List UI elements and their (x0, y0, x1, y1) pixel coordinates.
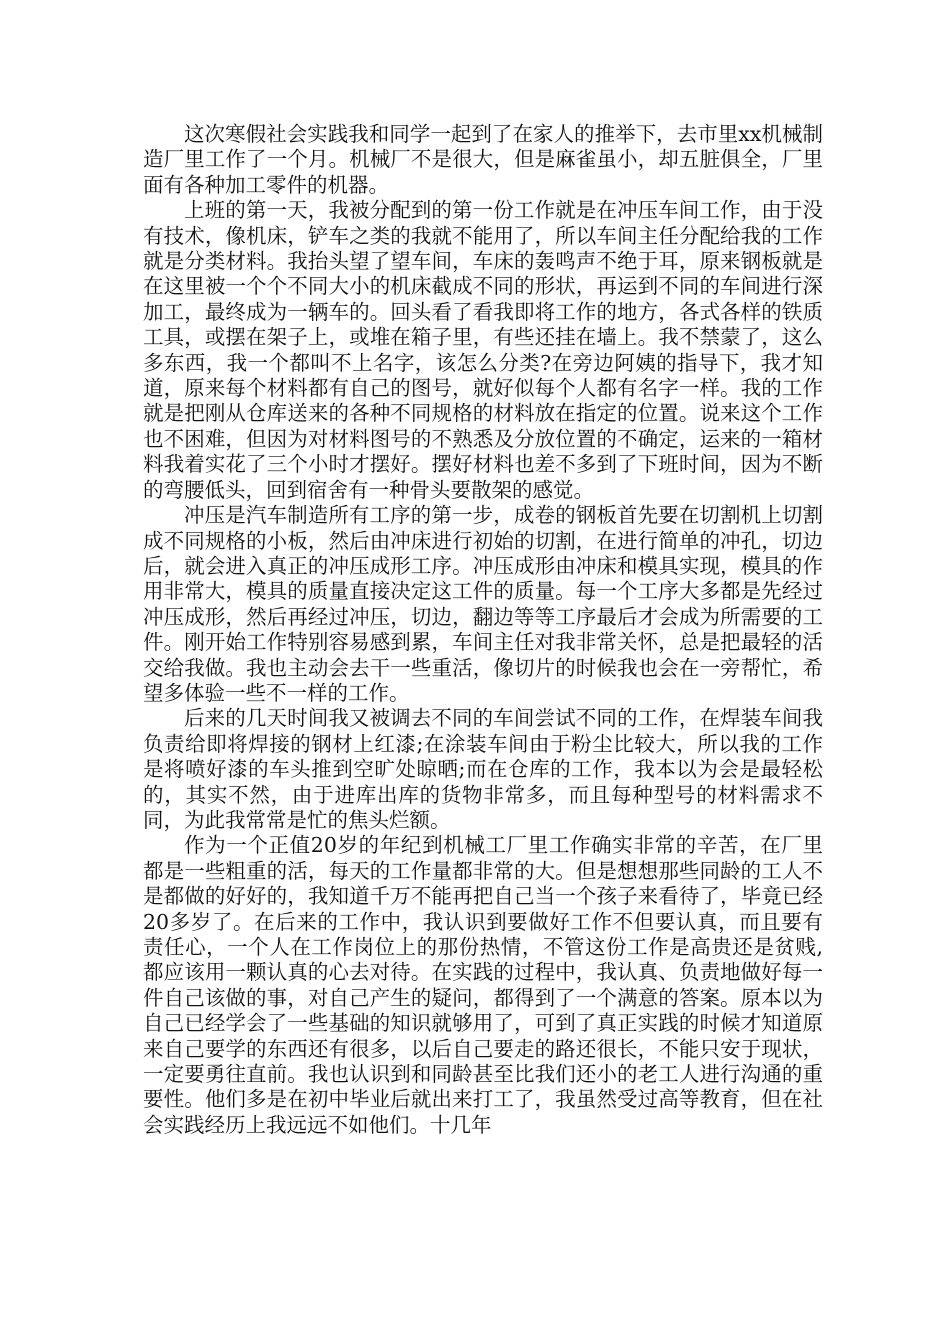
paragraph-4: 后来的几天时间我又被调去不同的车间尝试不同的工作，在焊装车间我负责给即将焊接的钢材上红漆;在涂装车间由于粉尘比较大，所以我的工作是将喷好漆的车头推到空旷处晾晒;而在仓库的工作，我本以为会是最轻松的，其实不然，由于进库出库的货物非常多，而且每种型号的材料需求不同，为此我常常是忙的焦头烂额。 (143, 706, 823, 832)
paragraph-3: 冲压是汽车制造所有工序的第一步，成卷的钢板首先要在切割机上切割成不同规格的小板，然后由冲床进行初始的切割，在进行简单的冲孔，切边后，就会进入真正的冲压成形工序。冲压成形由冲床和模具实现，模具的作用非常大，模具的质量直接决定这工件的质量。每一个工序大多都是先经过冲压成形，然后再经过冲压，切边，翻边等等工序最后才会成为所需要的工件。刚开始工作特别容易感到累，车间主任对我非常关怀，总是把最轻的活交给我做。我也主动会去干一些重活，像切片的时候我也会在一旁帮忙，希望多体验一些不一样的工作。 (143, 503, 823, 705)
paragraph-1: 这次寒假社会实践我和同学一起到了在家人的推举下，去市里xx机械制造厂里工作了一个月。机械厂不是很大，但是麻雀虽小，却五脏俱全，厂里面有各种加工零件的机器。 (143, 122, 823, 197)
paragraph-5: 作为一个正值20岁的年纪到机械工厂里工作确实非常的辛苦，在厂里都是一些粗重的活，每天的工作量都非常的大。但是想想那些同龄的工人不是都做的好好的，我知道千万不能再把自己当一个孩子来看待了，毕竟已经20多岁了。在后来的工作中，我认识到要做好工作不但要认真，而且要有责任心，一个人在工作岗位上的那份热情，不管这份工作是高贵还是贫贱,都应该用一颗认真的心去对待。在实践的过程中，我认真、负责地做好每一件自己该做的事，对自己产生的疑问，都得到了一个满意的答案。原本以为自己已经学会了一些基础的知识就够用了，可到了真正实践的时候才知道原来自己要学的东西还有很多，以后自己要走的路还很长，不能只安于现状，一定要勇往直前。我也认识到和同龄甚至比我们还小的老工人进行沟通的重要性。他们多是在初中毕业后就出来打工了，我虽然受过高等教育，但在社会实践经历上我远远不如他们。十几年 (143, 833, 823, 1137)
document-body (143, 122, 823, 1138)
paragraph-2: 上班的第一天，我被分配到的第一份工作就是在冲压车间工作，由于没有技术，像机床，铲车之类的我就不能用了，所以车间主任分配给我的工作就是分类材料。我抬头望了望车间，车床的轰鸣声不绝于耳，原来钢板就是在这里被一个个不同大小的机床截成不同的形状，再运到不同的车间进行深加工，最终成为一辆车的。回头看了看我即将工作的地方，各式各样的铁质工具，或摆在架子上，或堆在箱子里，有些还挂在墙上。我不禁蒙了，这么多东西，我一个都叫不上名字，该怎么分类?在旁边阿姨的指导下，我才知道，原来每个材料都有自己的图号，就好似每个人都有名字一样。我的工作就是把刚从仓库送来的各种不同规格的材料放在指定的位置。说来这个工作也不困难，但因为对材料图号的不熟悉及分放位置的不确定，运来的一箱材料我着实花了三个小时才摆好。摆好材料也差不多到了下班时间，因为不断的弯腰低头，回到宿舍有一种骨头要散架的感觉。 (143, 198, 823, 502)
